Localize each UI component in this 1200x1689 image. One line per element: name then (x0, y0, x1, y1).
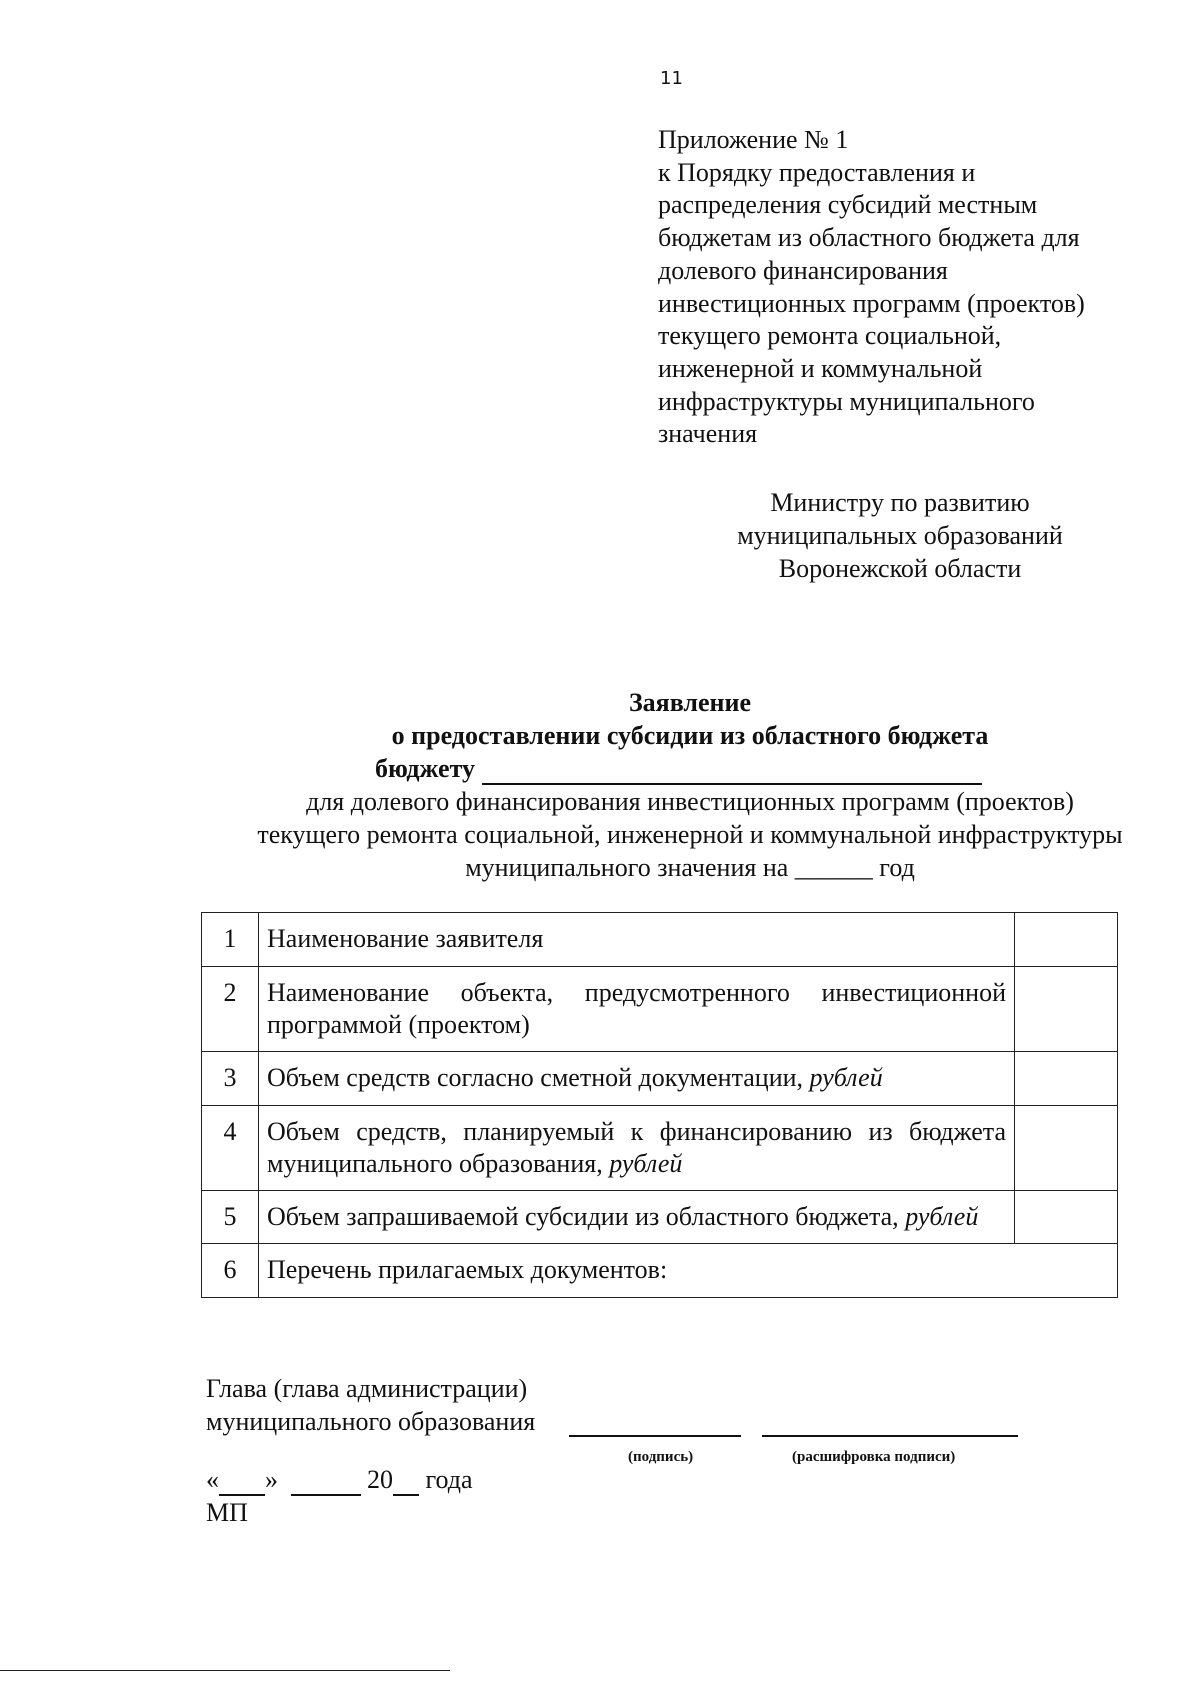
row-value-cell[interactable] (1015, 1052, 1118, 1106)
date-suffix: года (425, 1465, 473, 1494)
title-line-object: текущего ремонта социальной, инженерной и коммунальной инфраструктуры (257, 820, 1123, 849)
row-label: Перечень прилагаемых документов: (259, 1244, 1118, 1298)
signature-caption: (подпись) (628, 1449, 694, 1465)
addressee-line: муниципальных образований (737, 521, 1063, 550)
row-number: 2 (202, 967, 259, 1052)
title-line-purpose: для долевого финансирования инвестиционных программ (проектов) (306, 787, 1074, 816)
date-month-field[interactable] (291, 1470, 361, 1496)
row-label: Объем запрашиваемой субсидии из областного бюджета, рублей (259, 1191, 1015, 1244)
row-value-cell[interactable] (1015, 967, 1118, 1052)
date-quote-close: » (265, 1465, 278, 1494)
row-label: Наименование объекта, предусмотренного инвестиционной программой (проектом) (259, 967, 1015, 1052)
row-label: Наименование заявителя (259, 913, 1015, 967)
row-number: 3 (202, 1052, 259, 1106)
application-title (190, 686, 1190, 884)
row-value-cell[interactable] (1015, 913, 1118, 967)
title-heading: Заявление (628, 688, 752, 717)
row-label: Объем средств, планируемый к финансированию из бюджета муниципального образования, рублей (259, 1106, 1015, 1191)
signer-org: муниципального образования (206, 1407, 536, 1436)
title-line-year (190, 851, 1190, 884)
signature-decode-caption: (расшифровка подписи) (792, 1449, 956, 1465)
addressee-line: Министру по развитию (770, 488, 1030, 517)
year-blank-field[interactable]: ______ (794, 853, 873, 882)
table-row (202, 913, 1118, 967)
date-year-field[interactable] (393, 1470, 419, 1496)
budget-blank-field[interactable] (482, 757, 982, 785)
row-number: 4 (202, 1106, 259, 1191)
annex-line: распределения субсидий местным (658, 190, 1038, 220)
annex-line: Приложение № 1 (658, 125, 849, 154)
annex-line: к Порядку предоставления и (658, 157, 976, 187)
table-row (202, 1191, 1118, 1244)
date-quote-open: « (206, 1465, 219, 1494)
row-number: 1 (202, 913, 259, 967)
addressee-line: Воронежской области (778, 554, 1022, 583)
signature-row (206, 1405, 1106, 1465)
stamp-place: МП (206, 1498, 248, 1527)
signature-decode-field[interactable] (762, 1405, 1018, 1437)
date-day-field[interactable] (219, 1470, 265, 1496)
table-row (202, 1052, 1118, 1106)
budget-line (190, 752, 1190, 785)
year-prefix: муниципального значения на (465, 853, 789, 882)
footnote-divider (0, 1670, 450, 1671)
signature-block (206, 1372, 1106, 1529)
addressee (700, 486, 1100, 585)
year-suffix: год (879, 853, 915, 882)
title-subheading: о предоставлении субсидии из областного бюджета (391, 721, 989, 750)
budget-label: бюджету (375, 754, 476, 783)
row-value-cell[interactable] (1015, 1106, 1118, 1191)
annex-line: текущего ремонта социальной, (658, 321, 1002, 351)
row-label: Объем средств согласно сметной документации, рублей (259, 1052, 1015, 1106)
annex-line: бюджетам из областного бюджета для (658, 223, 1080, 253)
row-number: 5 (202, 1191, 259, 1244)
table-row (202, 1106, 1118, 1191)
annex-line: долевого финансирования (658, 255, 948, 285)
date-year-prefix: 20 (367, 1465, 393, 1494)
page-number: 11 (660, 68, 683, 89)
row-value-cell[interactable] (1015, 1191, 1118, 1244)
table-row (202, 967, 1118, 1052)
annex-line: инвестиционных программ (проектов) (658, 288, 1085, 318)
annex-line: инфраструктуры муниципального (658, 386, 1035, 416)
annex-line: значения (658, 419, 758, 449)
signature-field[interactable] (569, 1405, 741, 1437)
signer-title: Глава (глава администрации) (206, 1374, 528, 1403)
annex-header (658, 124, 1158, 451)
annex-line: инженерной и коммунальной (658, 353, 983, 383)
row-number: 6 (202, 1244, 259, 1298)
table-row (202, 1244, 1118, 1298)
application-table (201, 912, 1118, 1298)
